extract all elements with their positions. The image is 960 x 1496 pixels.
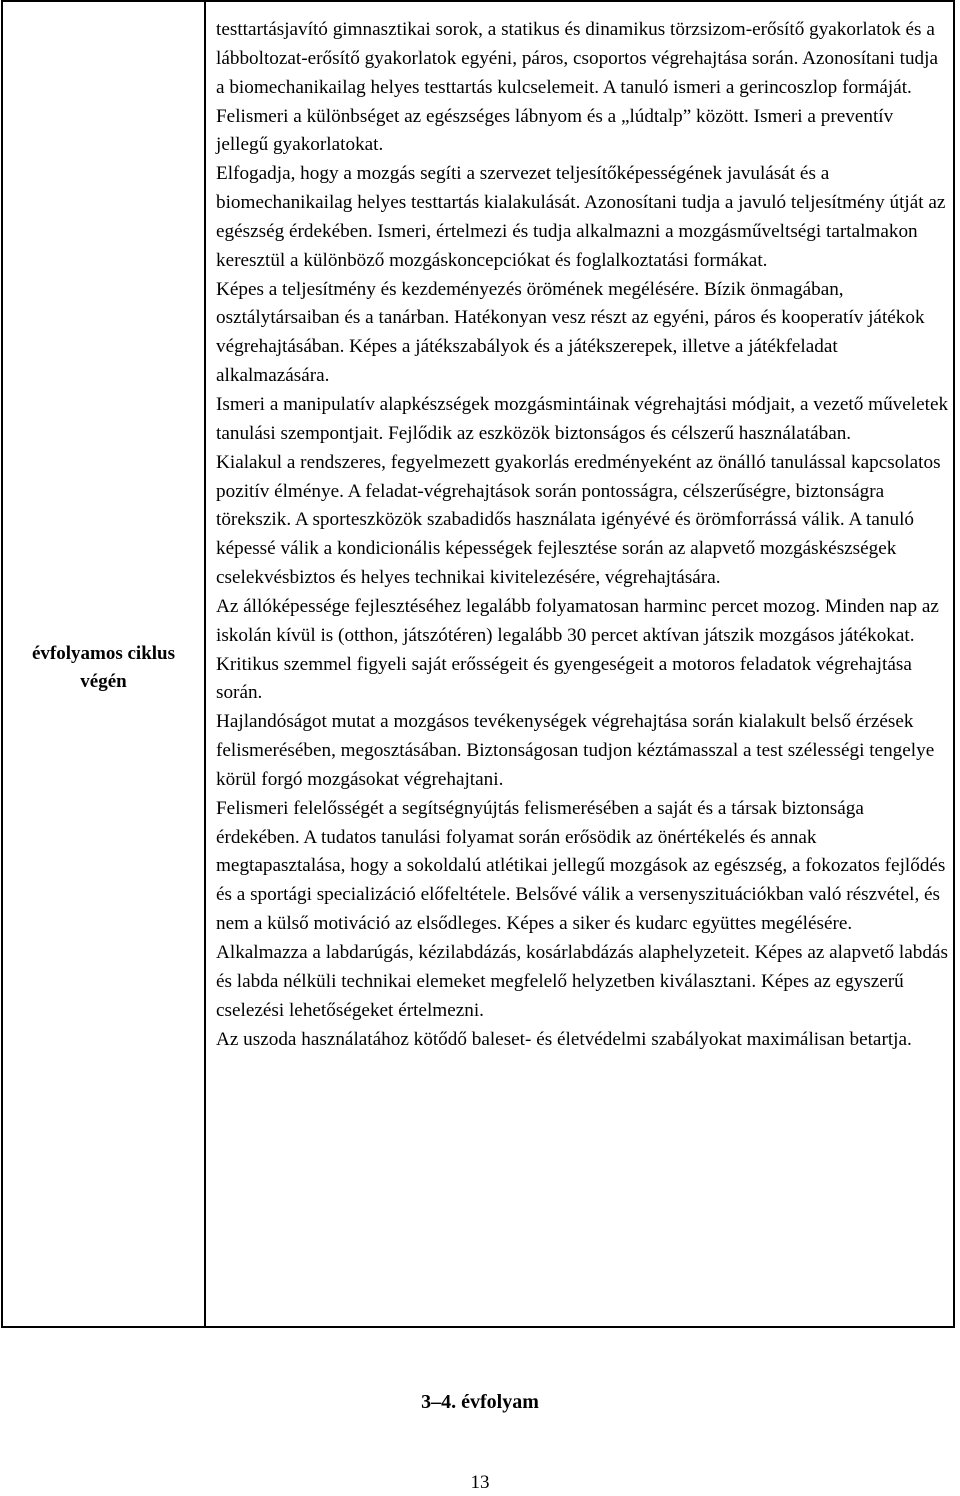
outcome-paragraph: Alkalmazza a labdarúgás, kézilabdázás, kosárlabdázás alaphelyzeteit. Képes az alapvető labdás és labda nélküli technikai elemeket megfelelő helyzetben kiválasztani. Képes az egyszerű cselezési lehetőségeket értelmezni. — [216, 942, 948, 1021]
outcome-paragraph: Az uszoda használatához kötődő baleset- és életvédelmi szabályokat maximálisan betartja. — [216, 1028, 912, 1050]
outcome-paragraph: Kialakul a rendszeres, fegyelmezett gyakorlás eredményeként az önálló tanulással kapcsolatos pozitív élménye. A feladat-végrehajtások során pontosságra, célszerűségre, biztonságra törekszik. A sporteszközök szabadidős használata igényévé és örömforrássá válik. A tanuló képessé válik a kondicionális képességek fejlesztése során az alapvető mozgáskészségek cselekvésbiztos és helyes technikai kivitelezésére, végrehajtására. — [216, 451, 941, 589]
outcome-paragraph: Képes a teljesítmény és kezdeményezés örömének megélésére. Bízik önmagában, osztálytársaiban és a tanárban. Hatékonyan vesz részt az egyéni, páros és kooperatív játékok végrehajtásában. Képes a játékszabályok és a játékszerepek, illetve a játékfeladat alkalmazására. — [216, 278, 925, 387]
outcome-paragraph: Felismeri felelősségét a segítségnyújtás felismerésében a saját és a társak biztonsága érdekében. A tudatos tanulási folyamat során erősödik az önértékelés és annak megtapasztalása, hogy a sokoldalú atlétikai jellegű mozgások az egészség, a fokozatos fejlődés és a sportági specializáció előfeltétele. Belsővé válik a versenyszituációkban való részvétel, és nem a külső motiváció az elsődleges. Képes a siker és kudarc együttes megélésére. — [216, 797, 946, 935]
learning-outcomes-table — [1, 0, 955, 1328]
outcome-paragraph: Ismeri a manipulatív alapkészségek mozgásmintáinak végrehajtási módjait, a vezető műveletek tanulási szempontjait. Fejlődik az eszközök biztonságos és célszerű használatában. — [216, 393, 949, 444]
outcomes-content-cell — [206, 2, 953, 1326]
grade-cycle-label: évfolyamos ciklus végén — [31, 643, 176, 692]
page-number: 13 — [470, 1472, 490, 1493]
outcome-paragraph: Az állóképessége fejlesztéséhez legalább folyamatosan harminc percet mozog. Minden nap az iskolán kívül is (otthon, játszótéren) legalább 30 percet aktívan játszik mozgásos játékokat. Kritikus szemmel figyeli saját erősségeit és gyengeségeit a motoros feladatok végrehajtása során. — [216, 595, 939, 704]
outcome-paragraph: Elfogadja, hogy a mozgás segíti a szervezet teljesítőképességének javulását és a biomechanikailag helyes testtartás kialakulását. Azonosítani tudja a javuló teljesítmény útját az egészség érdekében. Ismeri, értelmezi és tudja alkalmazni a mozgásműveltségi tartalmakon keresztül a különböző mozgáskoncepciókat és foglalkoztatási formákat. — [216, 163, 946, 271]
outcome-paragraph: testtartásjavító gimnasztikai sorok, a statikus és dinamikus törzsizom-erősítő gyakorlatok és a lábboltozat-erősítő gyakorlatok egyéni, páros, csoportos végrehajtása során. Azonosítani tudja a biomechanikailag helyes testtartás kulcselemeit. A tanuló ismeri a gerincoszlop formáját. Felismeri a különbséget az egészséges lábnyom és a „lúdtalp” között. Ismeri a preventív jellegű gyakorlatokat. — [216, 19, 938, 156]
grade-cycle-label-cell — [3, 2, 206, 1326]
outcome-paragraph: Hajlandóságot mutat a mozgásos tevékenységek végrehajtása során kialakult belső érzések felismerésében, megosztásában. Biztonságosan tudjon kéztámasszal a test szélességi tengelye körül forgó mozgásokat végrehajtani. — [216, 711, 935, 790]
grade-section-heading: 3–4. évfolyam — [421, 1391, 539, 1413]
